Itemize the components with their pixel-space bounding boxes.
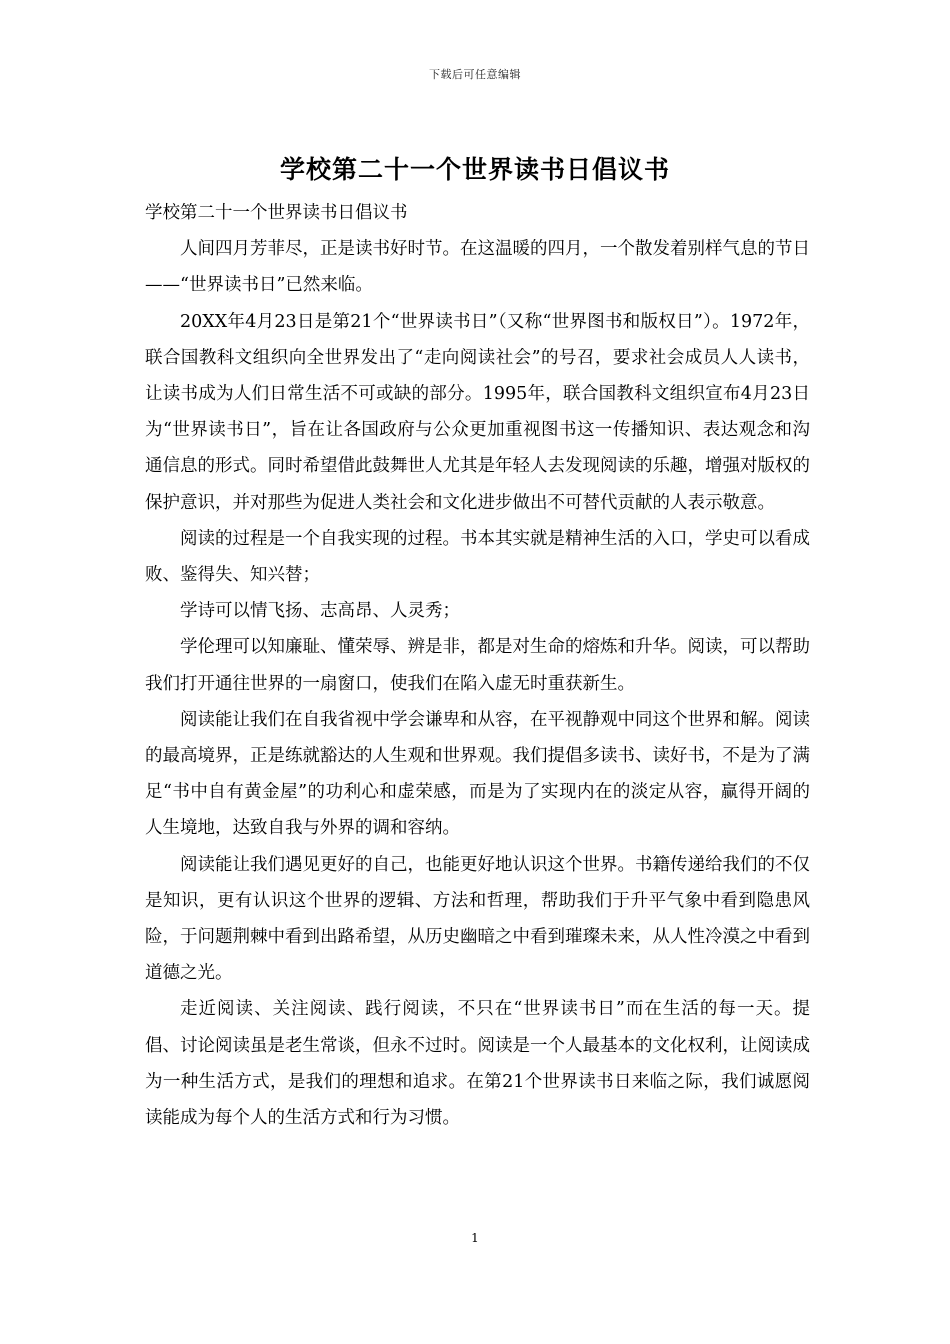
paragraph: 阅读能让我们在自我省视中学会谦卑和从容，在平视静观中同这个世界和解。阅读的最高境界，正是练就豁达的人生观和世界观。我们提倡多读书、读好书，不是为了满足“书中自有黄金屋”的功利心和虚荣感，而是为了实现内在的淡定从容，赢得开阔的人生境地，达致自我与外界的调和容纳。	[145, 709, 810, 839]
paragraph: 学诗可以情飞扬、志高昂、人灵秀；	[180, 601, 460, 622]
document-title: 学校第二十一个世界读书日倡议书	[279, 155, 670, 184]
paragraph: 走近阅读、关注阅读、践行阅读，不只在“世界读书日”而在生活的每一天。提倡、讨论阅读虽是老生常谈，但永不过时。阅读是一个人最基本的文化权利，让阅读成为一种生活方式，是我们的理想和追求。在第21个世界读书日来临之际，我们诚愿阅读能成为每个人的生活方式和行为习惯。	[145, 999, 810, 1129]
paragraph: 20XX年4月23日是第21个“世界读书日”（又称“世界图书和版权日”）。1972年，联合国教科文组织向全世界发出了“走向阅读社会”的号召，要求社会成员人人读书，让读书成为人们日常生活不可或缺的部分。1995年，联合国教科文组织宣布4月23日为“世界读书日”，旨在让各国政府与公众更加重视图书这一传播知识、表达观念和沟通信息的形式。同时希望借此鼓舞世人尤其是年轻人去发现阅读的乐趣，增强对版权的保护意识，并对那些为促进人类社会和文化进步做出不可替代贡献的人表示敬意。	[145, 311, 810, 513]
page-header: 下载后可任意编辑	[429, 68, 521, 81]
paragraph: 学伦理可以知廉耻、懂荣辱、辨是非，都是对生命的熔炼和升华。阅读，可以帮助我们打开通往世界的一扇窗口，使我们在陷入虚无时重获新生。	[145, 637, 810, 694]
paragraph: 人间四月芳菲尽，正是读书好时节。在这温暖的四月，一个散发着别样气息的节日——“世界读书日”已然来临。	[145, 239, 810, 296]
paragraph: 阅读能让我们遇见更好的自己，也能更好地认识这个世界。书籍传递给我们的不仅是知识，更有认识这个世界的逻辑、方法和哲理，帮助我们于升平气象中看到隐患风险，于问题荆棘中看到出路希望，从历史幽暗之中看到璀璨未来，从人性冷漠之中看到道德之光。	[145, 854, 810, 984]
paragraph: 阅读的过程是一个自我实现的过程。书本其实就是精神生活的入口，学史可以看成败、鉴得失、知兴替；	[145, 528, 810, 586]
document-subtitle: 学校第二十一个世界读书日倡议书	[145, 203, 408, 223]
page-number: 1	[471, 1231, 479, 1245]
document-body	[145, 195, 810, 1136]
